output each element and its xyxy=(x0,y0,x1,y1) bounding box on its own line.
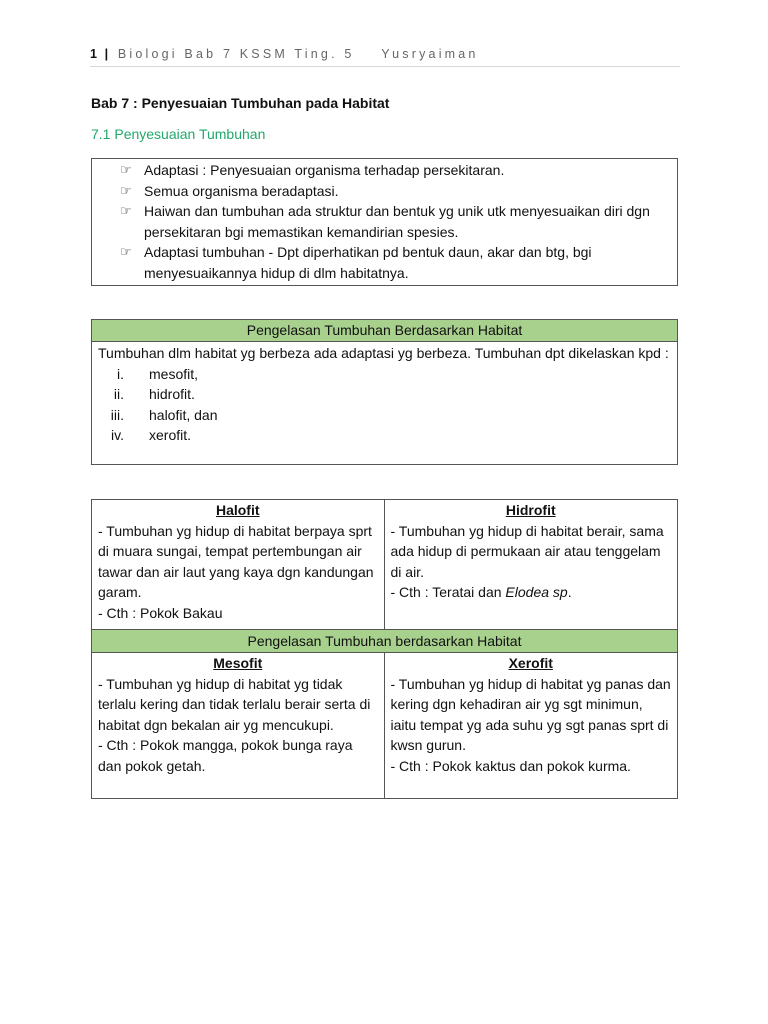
halofit-heading: Halofit xyxy=(215,502,260,518)
list-item: iv. xerofit. xyxy=(111,427,192,443)
hidrofit-description: - Tumbuhan yg hidup di habitat berair, sama ada hidup di permukaan air atau tenggelam di air. xyxy=(390,522,664,580)
header-separator: | xyxy=(104,47,110,61)
adaptation-bullet-list xyxy=(120,160,669,283)
adaptation-notes-box xyxy=(91,158,678,286)
classification-heading: Pengelasan Tumbuhan Berdasarkan Habitat xyxy=(92,320,677,342)
classification-box xyxy=(91,319,678,465)
header-divider xyxy=(90,66,680,67)
list-item: ☞ Haiwan dan tumbuhan ada struktur dan bentuk yg unik utk menyesuaikan diri dgn persekitaran bgi memastikan kemandirian spesies. xyxy=(120,203,650,240)
list-item: ii. hidrofit. xyxy=(113,386,195,402)
plant-types-table xyxy=(91,499,678,799)
list-item: ☞ Adaptasi tumbuhan - Dpt diperhatikan pd bentuk daun, akar dan btg, bgi menyesuaikannya hidup di dlm habitatnya. xyxy=(120,244,592,281)
section-title: 7.1 Penyesuaian Tumbuhan xyxy=(91,126,266,142)
pointing-hand-icon: ☞ xyxy=(120,244,132,259)
hidrofit-cell xyxy=(385,500,678,629)
page-number: 1 xyxy=(90,47,98,61)
mesofit-description: - Tumbuhan yg hidup di habitat yg tidak terlalu kering dan tidak terlalu berair serta di habitat dgn bekalan air yg mencukupi. xyxy=(98,675,371,733)
mesofit-example: - Cth : Pokok mangga, pokok bunga raya dan pokok getah. xyxy=(98,737,353,774)
classification-intro: Tumbuhan dlm habitat yg berbeza ada adaptasi yg berbeza. Tumbuhan dpt dikelaskan kpd : xyxy=(98,345,669,361)
header-author: Yusryaiman xyxy=(381,47,479,61)
classification-list xyxy=(98,364,671,446)
hidrofit-heading: Hidrofit xyxy=(505,502,556,518)
pointing-hand-icon: ☞ xyxy=(120,203,132,218)
hidrofit-example: - Cth : Teratai dan Elodea sp. xyxy=(390,584,572,600)
list-item: i. mesofit, xyxy=(117,365,199,382)
table-middle-heading: Pengelasan Tumbuhan berdasarkan Habitat xyxy=(92,629,677,653)
pointing-hand-icon: ☞ xyxy=(120,182,132,198)
header-doc-title: Biologi Bab 7 KSSM Ting. 5 xyxy=(117,47,355,61)
xerofit-example: - Cth : Pokok kaktus dan pokok kurma. xyxy=(390,757,631,774)
xerofit-description: - Tumbuhan yg hidup di habitat yg panas dan kering dgn kehadiran air yg sgt minimun, iaitu tempat yg ada suhu yg sgt panas sprt di kwsn gurun. xyxy=(390,675,671,753)
pointing-hand-icon: ☞ xyxy=(120,162,132,177)
list-item: ☞ Adaptasi : Penyesuaian organisma terhadap persekitaran. xyxy=(120,160,669,181)
halofit-example: - Cth : Pokok Bakau xyxy=(98,604,223,621)
list-item: ☞ Semua organisma beradaptasi. xyxy=(120,181,669,202)
halofit-cell xyxy=(92,500,385,629)
mesofit-cell xyxy=(92,653,385,798)
xerofit-heading: Xerofit xyxy=(508,655,553,671)
list-item: iii. halofit, dan xyxy=(110,406,218,423)
page-header xyxy=(90,47,680,61)
chapter-title: Bab 7 : Penyesuaian Tumbuhan pada Habitat xyxy=(91,95,390,111)
xerofit-cell xyxy=(385,653,678,798)
mesofit-heading: Mesofit xyxy=(213,655,263,671)
halofit-description: - Tumbuhan yg hidup di habitat berpaya sprt di muara sungai, tempat pertembungan air tawar dan air laut yang kaya dgn kandungan garam. xyxy=(98,522,374,600)
